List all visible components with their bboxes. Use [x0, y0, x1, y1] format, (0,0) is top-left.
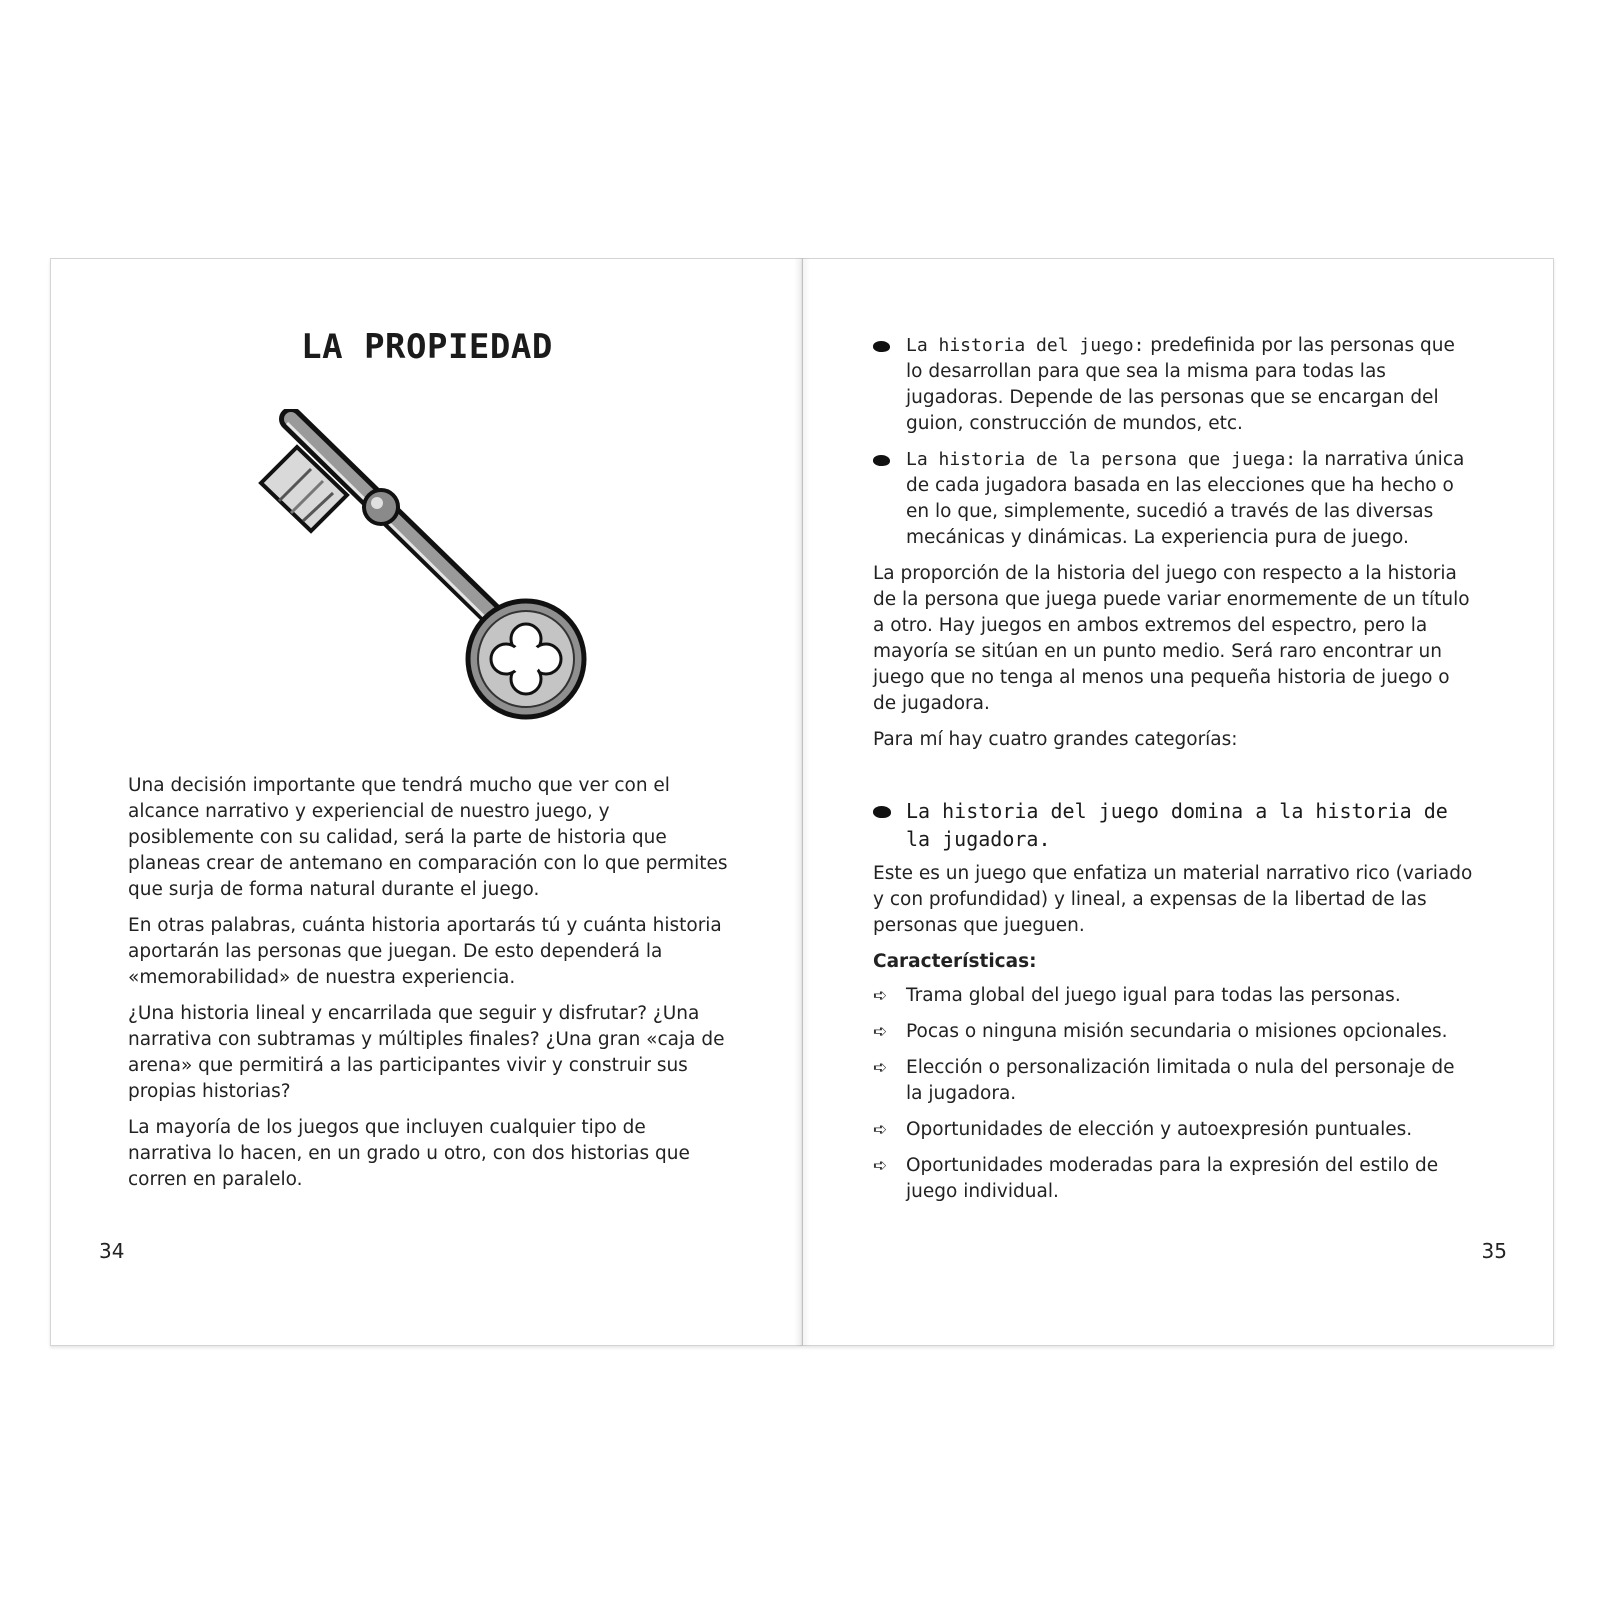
bullet-icon: [873, 806, 891, 818]
paragraph: Este es un juego que enfatiza un material narrativo rico (variado y con profundidad) y lineal, a expensas de la libertad de las personas que jueguen.: [873, 863, 1473, 936]
characteristics-label: Características:: [873, 951, 1037, 972]
list-item: [873, 333, 1473, 437]
paragraph: La mayoría de los juegos que incluyen cualquier tipo de narrativa lo hacen, en un grado u otro, con dos historias que corren en paralelo.: [128, 1117, 690, 1190]
paragraph: Una decisión importante que tendrá mucho que ver con el alcance narrativo y experiencial de nuestro juego, y posiblemente con su calidad, será la parte de historia que planeas crear de antemano en comparación con lo que permites que surja de forma natural durante el juego.: [128, 775, 728, 900]
left-page: [50, 258, 802, 1346]
paragraph: Para mí hay cuatro grandes categorías:: [873, 729, 1238, 750]
list-item-text: Oportunidades de elección y autoexpresión puntuales.: [906, 1119, 1413, 1140]
paragraph: La proporción de la historia del juego con respecto a la historia de la persona que juega puede variar enormemente de un título a otro. Hay juegos en ambos extremos del espectro, pero la mayoría se sitúan en un punto medio. Será raro encontrar un juego que no tenga al menos una pequeña historia de juego o de jugadora.: [873, 563, 1470, 714]
list-item: [873, 1153, 1473, 1205]
right-page: [802, 258, 1554, 1346]
list-item-text: Oportunidades moderadas para la expresión del estilo de juego individual.: [906, 1155, 1439, 1202]
arrow-right-icon: ➪: [873, 986, 888, 1006]
right-body-text: [873, 333, 1473, 1215]
bullet-icon: [873, 455, 890, 466]
list-item-text: Elección o personalización limitada o nula del personaje de la jugadora.: [906, 1057, 1455, 1104]
arrow-right-icon: ➪: [873, 1120, 888, 1140]
key-shaft: [287, 419, 519, 645]
key-icon: [251, 409, 611, 739]
list-item-text: Trama global del juego igual para todas las personas.: [906, 985, 1401, 1006]
bullet-term: La historia de la persona que juega:: [906, 449, 1297, 470]
page-number: 35: [1481, 1239, 1507, 1263]
book-gutter: [794, 258, 810, 1346]
list-item: [873, 1019, 1473, 1045]
arrow-right-icon: ➪: [873, 1156, 888, 1176]
bullet-icon: [873, 341, 890, 352]
arrow-right-icon: ➪: [873, 1058, 888, 1078]
arrow-right-icon: ➪: [873, 1022, 888, 1042]
page-title: LA PROPIEDAD: [301, 327, 553, 367]
list-item: [873, 983, 1473, 1009]
category-heading-text: La historia del juego domina a la historia de la jugadora.: [906, 799, 1448, 851]
page-number: 34: [99, 1239, 125, 1263]
paragraph: ¿Una historia lineal y encarrilada que seguir y disfrutar? ¿Una narrativa con subtramas y múltiples finales? ¿Una gran «caja de arena» que permitirá a las participantes vivir y construir sus propias historias?: [128, 1003, 725, 1102]
category-heading: [873, 797, 1473, 853]
left-body-text: [128, 773, 728, 1203]
list-item: [873, 1055, 1473, 1107]
book-spread: [50, 258, 1558, 1346]
paragraph: En otras palabras, cuánta historia aportarás tú y cuánta historia aportarán las personas que juegan. De esto dependerá la «memorabilidad» de nuestra experiencia.: [128, 915, 722, 988]
list-item: [873, 1117, 1473, 1143]
bullet-term: La historia del juego:: [906, 335, 1145, 356]
key-bow: [468, 601, 584, 717]
list-item-text: Pocas o ninguna misión secundaria o misiones opcionales.: [906, 1021, 1448, 1042]
list-item: [873, 447, 1473, 551]
bullet-text: la narrativa única de cada jugadora basada en las elecciones que ha hecho o en lo que, simplemente, sucedió a través de las diversas mecánicas y dinámicas. La experiencia pura de juego.: [906, 449, 1465, 548]
bullet-text: predefinida por las personas que lo desarrollan para que sea la misma para todas las jugadoras. Depende de las personas que se encargan del guion, construcción de mundos, etc.: [906, 335, 1455, 434]
